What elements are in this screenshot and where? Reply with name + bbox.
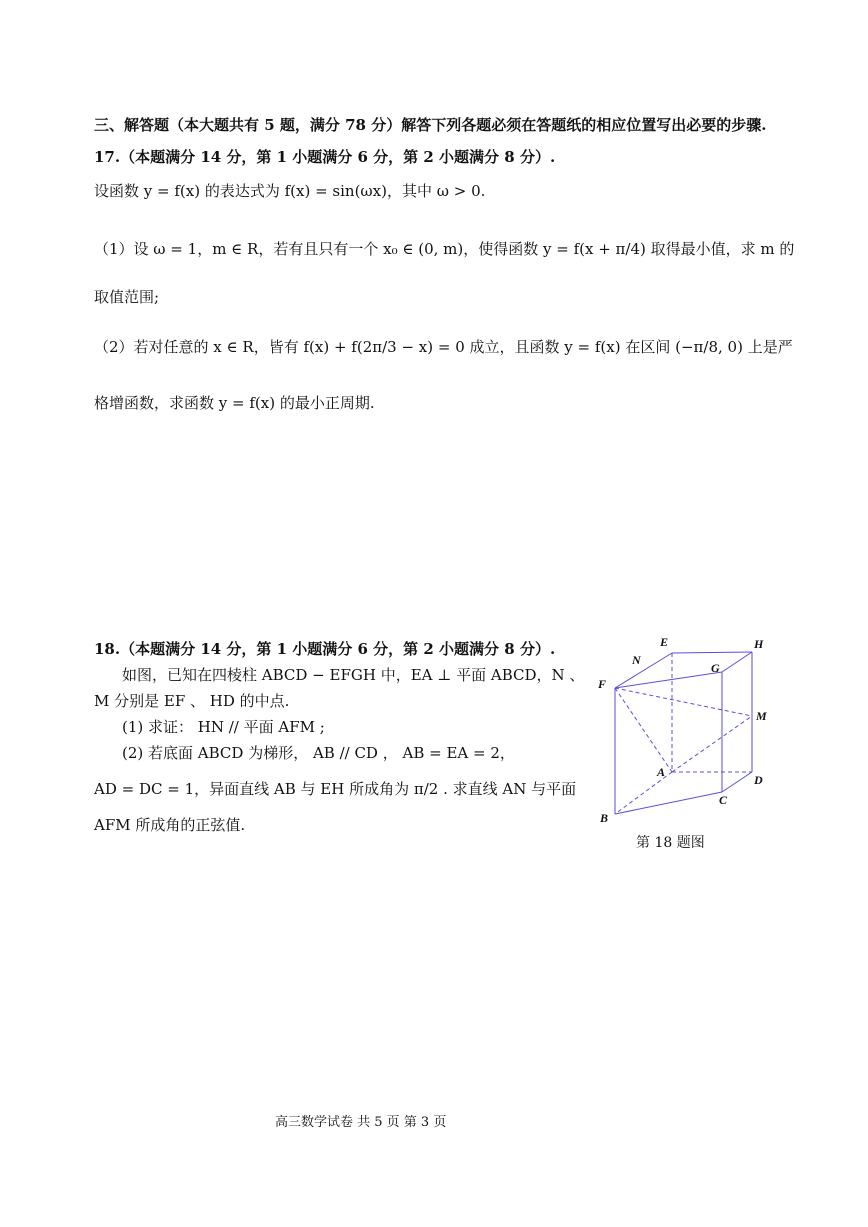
label-H: H [754,637,764,651]
q18-line2: M 分别是 EF 、 HD 的中点. [94,692,290,710]
q18-part2-line3: AFM 所成角的正弦值. [94,816,246,834]
q18-header: 18.（本题满分 14 分，第 1 小题满分 6 分，第 2 小题满分 8 分）. [94,640,556,658]
prism-figure [590,628,780,828]
label-D: D [754,773,763,787]
page-footer: 高三数学试卷 共 5 页 第 3 页 [275,1115,447,1130]
q17-part1-line2: 取值范围; [94,288,160,306]
label-N: N [632,653,641,667]
hidden-edge-AM [672,716,752,772]
label-B: B [600,811,609,825]
label-E: E [660,635,669,649]
edge-FG [615,672,722,688]
hidden-edge-FA [615,688,672,772]
label-G: G [711,661,720,675]
label-C: C [719,793,728,807]
edge-GH [722,652,752,672]
q17-intro: 设函数 y = f(x) 的表达式为 f(x) = sin(ωx)，其中 ω > 0. [94,182,486,200]
label-M: M [756,709,767,723]
q18-part2-line2: AD = DC = 1，异面直线 AB 与 EH 所成角为 π/2 . 求直线 AN 与平面 [94,780,577,798]
q18-part2-line1: (2) 若底面 ABCD 为梯形， AB // CD ， AB = EA = 2， [122,744,515,762]
q17-part1-line1: （1）设 ω = 1，m ∈ R，若有且只有一个 x₀ ∈ (0, m)，使得函数 y = f(x + π/4) 取得最小值，求 m 的 [94,240,795,258]
figure-labels [597,635,767,825]
edge-BC [615,792,722,814]
q17-part2-line1: （2）若对任意的 x ∈ R，皆有 f(x) + f(2π/3 − x) = 0 成立，且函数 y = f(x) 在区间 (−π/8, 0) 上是严 [94,338,793,356]
edge-EH [672,652,752,653]
q17-header: 17.（本题满分 14 分，第 1 小题满分 6 分，第 2 小题满分 8 分）. [94,148,556,166]
section-heading: 三、解答题（本大题共有 5 题，满分 78 分）解答下列各题必须在答题纸的相应位置写出必要的步骤. [94,116,767,134]
label-F: F [598,677,607,691]
q18-line1: 如图，已知在四棱柱 ABCD − EFGH 中，EA ⊥ 平面 ABCD，N 、 [122,666,585,684]
q17-part2-line2: 格增函数，求函数 y = f(x) 的最小正周期. [94,394,375,412]
edge-FE [615,653,672,688]
edge-CD [722,772,752,792]
figure-caption: 第 18 题图 [636,835,705,851]
hidden-edge-FM [615,688,752,716]
q18-part1: (1) 求证： HN // 平面 AFM ; [122,718,325,736]
label-A: A [657,765,666,779]
